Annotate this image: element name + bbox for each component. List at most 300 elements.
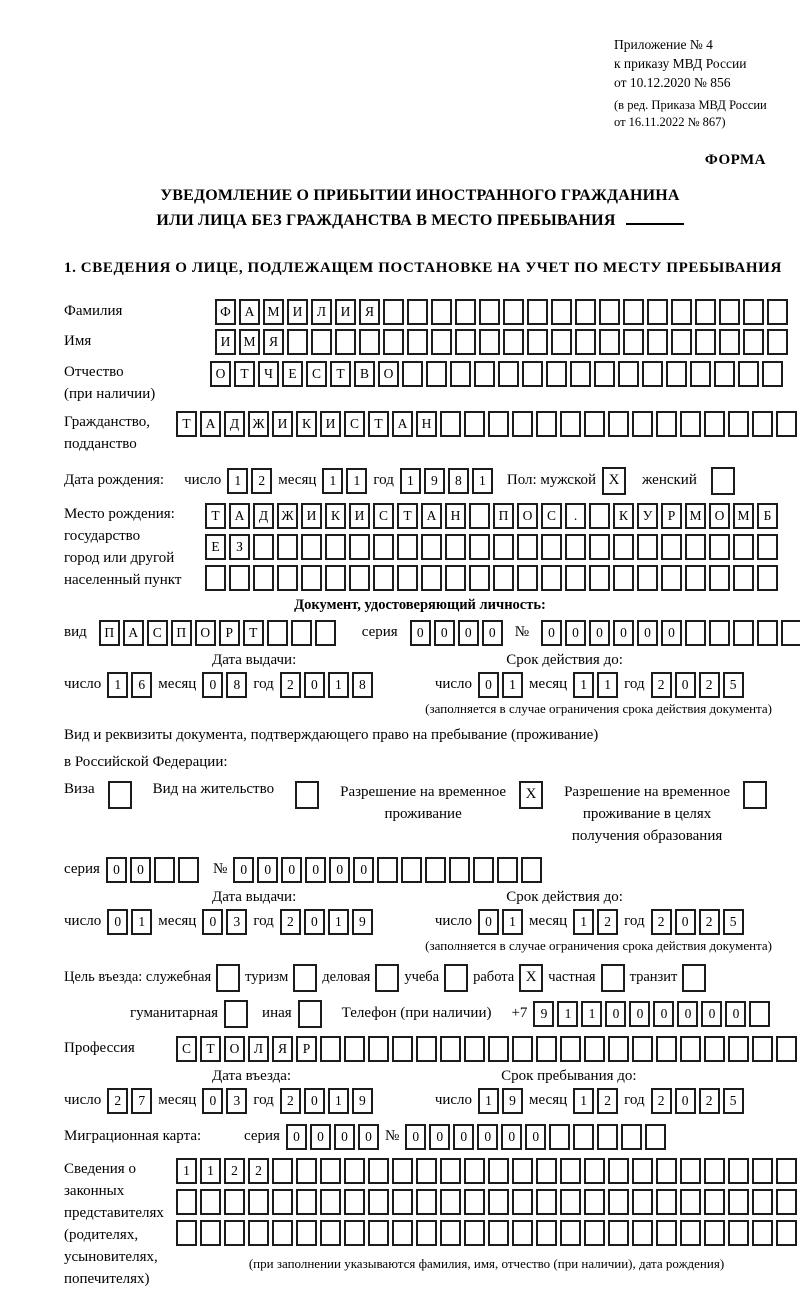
char-cell[interactable] <box>632 1220 653 1246</box>
char-cell[interactable]: Н <box>445 503 466 529</box>
char-cell[interactable] <box>776 1036 797 1062</box>
char-cell[interactable] <box>709 534 730 560</box>
char-cell[interactable] <box>776 411 797 437</box>
char-cell[interactable] <box>445 534 466 560</box>
char-cell[interactable] <box>757 565 778 591</box>
char-cell[interactable] <box>512 411 533 437</box>
char-cell[interactable]: 0 <box>637 620 658 646</box>
char-cell[interactable]: 1 <box>597 672 618 698</box>
char-cell[interactable] <box>647 299 668 325</box>
char-cell[interactable] <box>728 1036 749 1062</box>
char-cell[interactable]: 1 <box>400 468 421 494</box>
char-cell[interactable]: С <box>176 1036 197 1062</box>
char-cell[interactable] <box>298 1000 322 1028</box>
char-cell[interactable] <box>521 857 542 883</box>
char-cell[interactable]: 1 <box>502 672 523 698</box>
char-cell[interactable] <box>666 361 687 387</box>
char-cell[interactable] <box>551 329 572 355</box>
char-cell[interactable]: Е <box>282 361 303 387</box>
char-cell[interactable]: Р <box>219 620 240 646</box>
char-cell[interactable] <box>493 534 514 560</box>
char-cell[interactable]: 0 <box>661 620 682 646</box>
char-cell[interactable] <box>642 361 663 387</box>
char-cell[interactable]: 1 <box>581 1001 602 1027</box>
char-cell[interactable]: П <box>99 620 120 646</box>
char-cell[interactable] <box>613 565 634 591</box>
char-cell[interactable]: 0 <box>675 1088 696 1114</box>
char-cell[interactable]: Т <box>368 411 389 437</box>
char-cell[interactable]: 0 <box>701 1001 722 1027</box>
char-cell[interactable] <box>373 565 394 591</box>
char-cell[interactable]: Ч <box>258 361 279 387</box>
char-cell[interactable]: 1 <box>502 909 523 935</box>
char-cell[interactable]: А <box>421 503 442 529</box>
char-cell[interactable]: X <box>519 964 543 992</box>
char-cell[interactable] <box>349 534 370 560</box>
char-cell[interactable] <box>560 411 581 437</box>
char-cell[interactable]: О <box>224 1036 245 1062</box>
char-cell[interactable] <box>743 329 764 355</box>
char-cell[interactable] <box>601 964 625 992</box>
char-cell[interactable]: 1 <box>478 1088 499 1114</box>
char-cell[interactable]: 2 <box>651 672 672 698</box>
char-cell[interactable]: 2 <box>651 909 672 935</box>
char-cell[interactable] <box>704 1158 725 1184</box>
char-cell[interactable]: 0 <box>353 857 374 883</box>
char-cell[interactable]: 0 <box>334 1124 355 1150</box>
char-cell[interactable]: 2 <box>251 468 272 494</box>
char-cell[interactable] <box>416 1220 437 1246</box>
char-cell[interactable] <box>383 329 404 355</box>
char-cell[interactable]: 1 <box>573 1088 594 1114</box>
char-cell[interactable] <box>661 565 682 591</box>
char-cell[interactable] <box>728 1220 749 1246</box>
char-cell[interactable] <box>344 1036 365 1062</box>
char-cell[interactable] <box>229 565 250 591</box>
char-cell[interactable]: О <box>517 503 538 529</box>
char-cell[interactable]: С <box>541 503 562 529</box>
char-cell[interactable] <box>464 411 485 437</box>
char-cell[interactable] <box>597 1124 618 1150</box>
char-cell[interactable]: . <box>565 503 586 529</box>
char-cell[interactable] <box>656 1158 677 1184</box>
char-cell[interactable] <box>445 565 466 591</box>
char-cell[interactable] <box>315 620 336 646</box>
char-cell[interactable] <box>733 565 754 591</box>
char-cell[interactable]: 2 <box>224 1158 245 1184</box>
char-cell[interactable] <box>488 1158 509 1184</box>
char-cell[interactable] <box>464 1189 485 1215</box>
char-cell[interactable] <box>589 534 610 560</box>
char-cell[interactable] <box>546 361 567 387</box>
char-cell[interactable]: 6 <box>131 672 152 698</box>
char-cell[interactable] <box>695 299 716 325</box>
char-cell[interactable] <box>536 1158 557 1184</box>
char-cell[interactable]: 0 <box>130 857 151 883</box>
char-cell[interactable]: 2 <box>699 672 720 698</box>
char-cell[interactable] <box>267 620 288 646</box>
char-cell[interactable]: Р <box>296 1036 317 1062</box>
char-cell[interactable]: И <box>335 299 356 325</box>
char-cell[interactable]: С <box>373 503 394 529</box>
char-cell[interactable]: К <box>613 503 634 529</box>
char-cell[interactable]: 0 <box>310 1124 331 1150</box>
char-cell[interactable]: 0 <box>453 1124 474 1150</box>
char-cell[interactable]: К <box>325 503 346 529</box>
char-cell[interactable] <box>728 411 749 437</box>
char-cell[interactable] <box>608 1189 629 1215</box>
char-cell[interactable]: 0 <box>202 672 223 698</box>
char-cell[interactable] <box>205 565 226 591</box>
char-cell[interactable]: Т <box>330 361 351 387</box>
char-cell[interactable] <box>224 1220 245 1246</box>
char-cell[interactable]: 0 <box>304 1088 325 1114</box>
char-cell[interactable]: М <box>685 503 706 529</box>
char-cell[interactable] <box>776 1158 797 1184</box>
char-cell[interactable]: Р <box>661 503 682 529</box>
char-cell[interactable] <box>752 411 773 437</box>
char-cell[interactable] <box>253 565 274 591</box>
char-cell[interactable]: 3 <box>226 909 247 935</box>
char-cell[interactable]: А <box>200 411 221 437</box>
char-cell[interactable] <box>479 299 500 325</box>
char-cell[interactable]: 8 <box>226 672 247 698</box>
char-cell[interactable] <box>527 329 548 355</box>
char-cell[interactable] <box>749 1001 770 1027</box>
char-cell[interactable]: П <box>171 620 192 646</box>
char-cell[interactable] <box>704 1036 725 1062</box>
char-cell[interactable] <box>349 565 370 591</box>
char-cell[interactable]: Е <box>205 534 226 560</box>
char-cell[interactable] <box>455 329 476 355</box>
char-cell[interactable]: 0 <box>106 857 127 883</box>
char-cell[interactable]: 0 <box>478 672 499 698</box>
char-cell[interactable] <box>680 411 701 437</box>
char-cell[interactable] <box>293 964 317 992</box>
char-cell[interactable]: 0 <box>304 672 325 698</box>
char-cell[interactable]: Т <box>176 411 197 437</box>
char-cell[interactable] <box>709 565 730 591</box>
char-cell[interactable]: 1 <box>328 672 349 698</box>
char-cell[interactable] <box>335 329 356 355</box>
char-cell[interactable]: Т <box>243 620 264 646</box>
char-cell[interactable]: У <box>637 503 658 529</box>
char-cell[interactable] <box>296 1220 317 1246</box>
char-cell[interactable] <box>296 1189 317 1215</box>
char-cell[interactable] <box>680 1036 701 1062</box>
char-cell[interactable]: 1 <box>472 468 493 494</box>
char-cell[interactable] <box>450 361 471 387</box>
char-cell[interactable]: О <box>378 361 399 387</box>
char-cell[interactable] <box>680 1189 701 1215</box>
char-cell[interactable] <box>632 1036 653 1062</box>
char-cell[interactable] <box>671 329 692 355</box>
char-cell[interactable] <box>416 1189 437 1215</box>
char-cell[interactable] <box>522 361 543 387</box>
char-cell[interactable]: И <box>287 299 308 325</box>
char-cell[interactable]: Л <box>311 299 332 325</box>
char-cell[interactable] <box>359 329 380 355</box>
char-cell[interactable] <box>401 857 422 883</box>
char-cell[interactable]: 3 <box>226 1088 247 1114</box>
char-cell[interactable] <box>719 329 740 355</box>
char-cell[interactable] <box>781 620 800 646</box>
char-cell[interactable]: 1 <box>573 672 594 698</box>
char-cell[interactable] <box>584 411 605 437</box>
char-cell[interactable] <box>425 857 446 883</box>
char-cell[interactable] <box>277 534 298 560</box>
char-cell[interactable]: О <box>210 361 231 387</box>
char-cell[interactable]: И <box>320 411 341 437</box>
char-cell[interactable] <box>714 361 735 387</box>
char-cell[interactable] <box>176 1189 197 1215</box>
char-cell[interactable] <box>397 534 418 560</box>
char-cell[interactable] <box>704 1220 725 1246</box>
char-cell[interactable] <box>536 1036 557 1062</box>
char-cell[interactable]: 9 <box>352 1088 373 1114</box>
char-cell[interactable]: 1 <box>328 909 349 935</box>
char-cell[interactable]: Ж <box>277 503 298 529</box>
char-cell[interactable]: 1 <box>107 672 128 698</box>
char-cell[interactable] <box>320 1220 341 1246</box>
char-cell[interactable]: З <box>229 534 250 560</box>
char-cell[interactable]: 9 <box>424 468 445 494</box>
char-cell[interactable]: 1 <box>573 909 594 935</box>
char-cell[interactable] <box>469 565 490 591</box>
char-cell[interactable] <box>440 1220 461 1246</box>
char-cell[interactable] <box>108 781 132 809</box>
char-cell[interactable]: 0 <box>629 1001 650 1027</box>
char-cell[interactable] <box>291 620 312 646</box>
char-cell[interactable] <box>685 620 706 646</box>
char-cell[interactable] <box>512 1036 533 1062</box>
char-cell[interactable]: 0 <box>233 857 254 883</box>
char-cell[interactable]: 9 <box>533 1001 554 1027</box>
char-cell[interactable] <box>320 1189 341 1215</box>
char-cell[interactable] <box>733 620 754 646</box>
char-cell[interactable]: 0 <box>541 620 562 646</box>
char-cell[interactable] <box>584 1036 605 1062</box>
char-cell[interactable] <box>709 620 730 646</box>
char-cell[interactable]: Д <box>224 411 245 437</box>
char-cell[interactable]: 0 <box>675 672 696 698</box>
char-cell[interactable] <box>517 534 538 560</box>
char-cell[interactable] <box>656 1189 677 1215</box>
char-cell[interactable] <box>656 411 677 437</box>
char-cell[interactable] <box>632 411 653 437</box>
char-cell[interactable] <box>608 1036 629 1062</box>
char-cell[interactable]: 1 <box>131 909 152 935</box>
char-cell[interactable] <box>695 329 716 355</box>
char-cell[interactable] <box>200 1189 221 1215</box>
char-cell[interactable]: 2 <box>280 1088 301 1114</box>
char-cell[interactable] <box>541 534 562 560</box>
char-cell[interactable] <box>440 1189 461 1215</box>
char-cell[interactable] <box>416 1158 437 1184</box>
char-cell[interactable] <box>287 329 308 355</box>
char-cell[interactable] <box>656 1220 677 1246</box>
char-cell[interactable] <box>216 964 240 992</box>
char-cell[interactable] <box>711 467 735 495</box>
char-cell[interactable]: Т <box>234 361 255 387</box>
char-cell[interactable]: И <box>272 411 293 437</box>
char-cell[interactable]: Б <box>757 503 778 529</box>
char-cell[interactable] <box>464 1220 485 1246</box>
char-cell[interactable] <box>277 565 298 591</box>
char-cell[interactable] <box>704 411 725 437</box>
char-cell[interactable] <box>645 1124 666 1150</box>
char-cell[interactable] <box>464 1036 485 1062</box>
char-cell[interactable] <box>383 299 404 325</box>
char-cell[interactable]: А <box>392 411 413 437</box>
char-cell[interactable]: Т <box>200 1036 221 1062</box>
char-cell[interactable]: 0 <box>653 1001 674 1027</box>
char-cell[interactable] <box>584 1189 605 1215</box>
char-cell[interactable]: 0 <box>329 857 350 883</box>
char-cell[interactable] <box>392 1189 413 1215</box>
char-cell[interactable]: 2 <box>248 1158 269 1184</box>
char-cell[interactable]: Я <box>272 1036 293 1062</box>
char-cell[interactable] <box>623 299 644 325</box>
char-cell[interactable] <box>575 329 596 355</box>
char-cell[interactable] <box>295 781 319 809</box>
char-cell[interactable] <box>752 1036 773 1062</box>
char-cell[interactable] <box>392 1220 413 1246</box>
char-cell[interactable] <box>618 361 639 387</box>
char-cell[interactable] <box>455 299 476 325</box>
char-cell[interactable] <box>421 565 442 591</box>
char-cell[interactable]: 2 <box>699 1088 720 1114</box>
char-cell[interactable] <box>253 534 274 560</box>
char-cell[interactable] <box>368 1220 389 1246</box>
char-cell[interactable] <box>599 329 620 355</box>
char-cell[interactable] <box>575 299 596 325</box>
char-cell[interactable] <box>296 1158 317 1184</box>
char-cell[interactable] <box>608 1220 629 1246</box>
char-cell[interactable] <box>498 361 519 387</box>
char-cell[interactable] <box>320 1036 341 1062</box>
char-cell[interactable]: П <box>493 503 514 529</box>
char-cell[interactable]: 2 <box>597 909 618 935</box>
char-cell[interactable]: 0 <box>107 909 128 935</box>
char-cell[interactable] <box>594 361 615 387</box>
char-cell[interactable] <box>301 565 322 591</box>
char-cell[interactable]: М <box>733 503 754 529</box>
char-cell[interactable]: 2 <box>651 1088 672 1114</box>
char-cell[interactable]: 0 <box>458 620 479 646</box>
char-cell[interactable]: Я <box>263 329 284 355</box>
char-cell[interactable] <box>224 1189 245 1215</box>
char-cell[interactable] <box>565 534 586 560</box>
char-cell[interactable]: 0 <box>605 1001 626 1027</box>
char-cell[interactable]: Д <box>253 503 274 529</box>
char-cell[interactable] <box>178 857 199 883</box>
char-cell[interactable] <box>377 857 398 883</box>
char-cell[interactable] <box>757 620 778 646</box>
char-cell[interactable] <box>469 503 490 529</box>
char-cell[interactable] <box>565 565 586 591</box>
char-cell[interactable] <box>488 1220 509 1246</box>
char-cell[interactable]: С <box>344 411 365 437</box>
char-cell[interactable]: 1 <box>176 1158 197 1184</box>
char-cell[interactable] <box>613 534 634 560</box>
char-cell[interactable]: К <box>296 411 317 437</box>
char-cell[interactable] <box>536 411 557 437</box>
char-cell[interactable]: 0 <box>565 620 586 646</box>
char-cell[interactable]: 1 <box>200 1158 221 1184</box>
char-cell[interactable]: X <box>519 781 543 809</box>
char-cell[interactable] <box>200 1220 221 1246</box>
char-cell[interactable]: Я <box>359 299 380 325</box>
char-cell[interactable]: А <box>229 503 250 529</box>
char-cell[interactable] <box>248 1220 269 1246</box>
char-cell[interactable] <box>407 329 428 355</box>
char-cell[interactable]: 0 <box>725 1001 746 1027</box>
char-cell[interactable]: Ф <box>215 299 236 325</box>
char-cell[interactable] <box>632 1158 653 1184</box>
char-cell[interactable]: Т <box>205 503 226 529</box>
char-cell[interactable] <box>301 534 322 560</box>
char-cell[interactable] <box>469 534 490 560</box>
char-cell[interactable] <box>416 1036 437 1062</box>
char-cell[interactable] <box>368 1036 389 1062</box>
char-cell[interactable] <box>426 361 447 387</box>
char-cell[interactable] <box>560 1158 581 1184</box>
char-cell[interactable] <box>560 1220 581 1246</box>
char-cell[interactable] <box>488 1036 509 1062</box>
char-cell[interactable] <box>474 361 495 387</box>
char-cell[interactable] <box>224 1000 248 1028</box>
char-cell[interactable] <box>671 299 692 325</box>
char-cell[interactable] <box>248 1189 269 1215</box>
char-cell[interactable]: 0 <box>613 620 634 646</box>
char-cell[interactable]: Ж <box>248 411 269 437</box>
char-cell[interactable] <box>637 565 658 591</box>
char-cell[interactable]: 0 <box>478 909 499 935</box>
char-cell[interactable] <box>421 534 442 560</box>
char-cell[interactable] <box>743 299 764 325</box>
char-cell[interactable] <box>608 411 629 437</box>
char-cell[interactable] <box>608 1158 629 1184</box>
char-cell[interactable] <box>637 534 658 560</box>
char-cell[interactable]: 2 <box>597 1088 618 1114</box>
char-cell[interactable] <box>272 1158 293 1184</box>
char-cell[interactable]: 1 <box>227 468 248 494</box>
char-cell[interactable] <box>685 565 706 591</box>
char-cell[interactable] <box>272 1189 293 1215</box>
char-cell[interactable] <box>407 299 428 325</box>
char-cell[interactable] <box>517 565 538 591</box>
char-cell[interactable] <box>488 411 509 437</box>
char-cell[interactable] <box>431 329 452 355</box>
char-cell[interactable]: 1 <box>328 1088 349 1114</box>
char-cell[interactable] <box>752 1189 773 1215</box>
char-cell[interactable] <box>738 361 759 387</box>
char-cell[interactable] <box>375 964 399 992</box>
char-cell[interactable]: 0 <box>202 1088 223 1114</box>
char-cell[interactable]: 0 <box>286 1124 307 1150</box>
char-cell[interactable] <box>536 1220 557 1246</box>
char-cell[interactable] <box>661 534 682 560</box>
char-cell[interactable]: 5 <box>723 1088 744 1114</box>
char-cell[interactable]: 0 <box>434 620 455 646</box>
char-cell[interactable] <box>431 299 452 325</box>
char-cell[interactable]: 5 <box>723 672 744 698</box>
char-cell[interactable] <box>527 299 548 325</box>
char-cell[interactable] <box>444 964 468 992</box>
char-cell[interactable]: И <box>349 503 370 529</box>
char-cell[interactable] <box>512 1220 533 1246</box>
